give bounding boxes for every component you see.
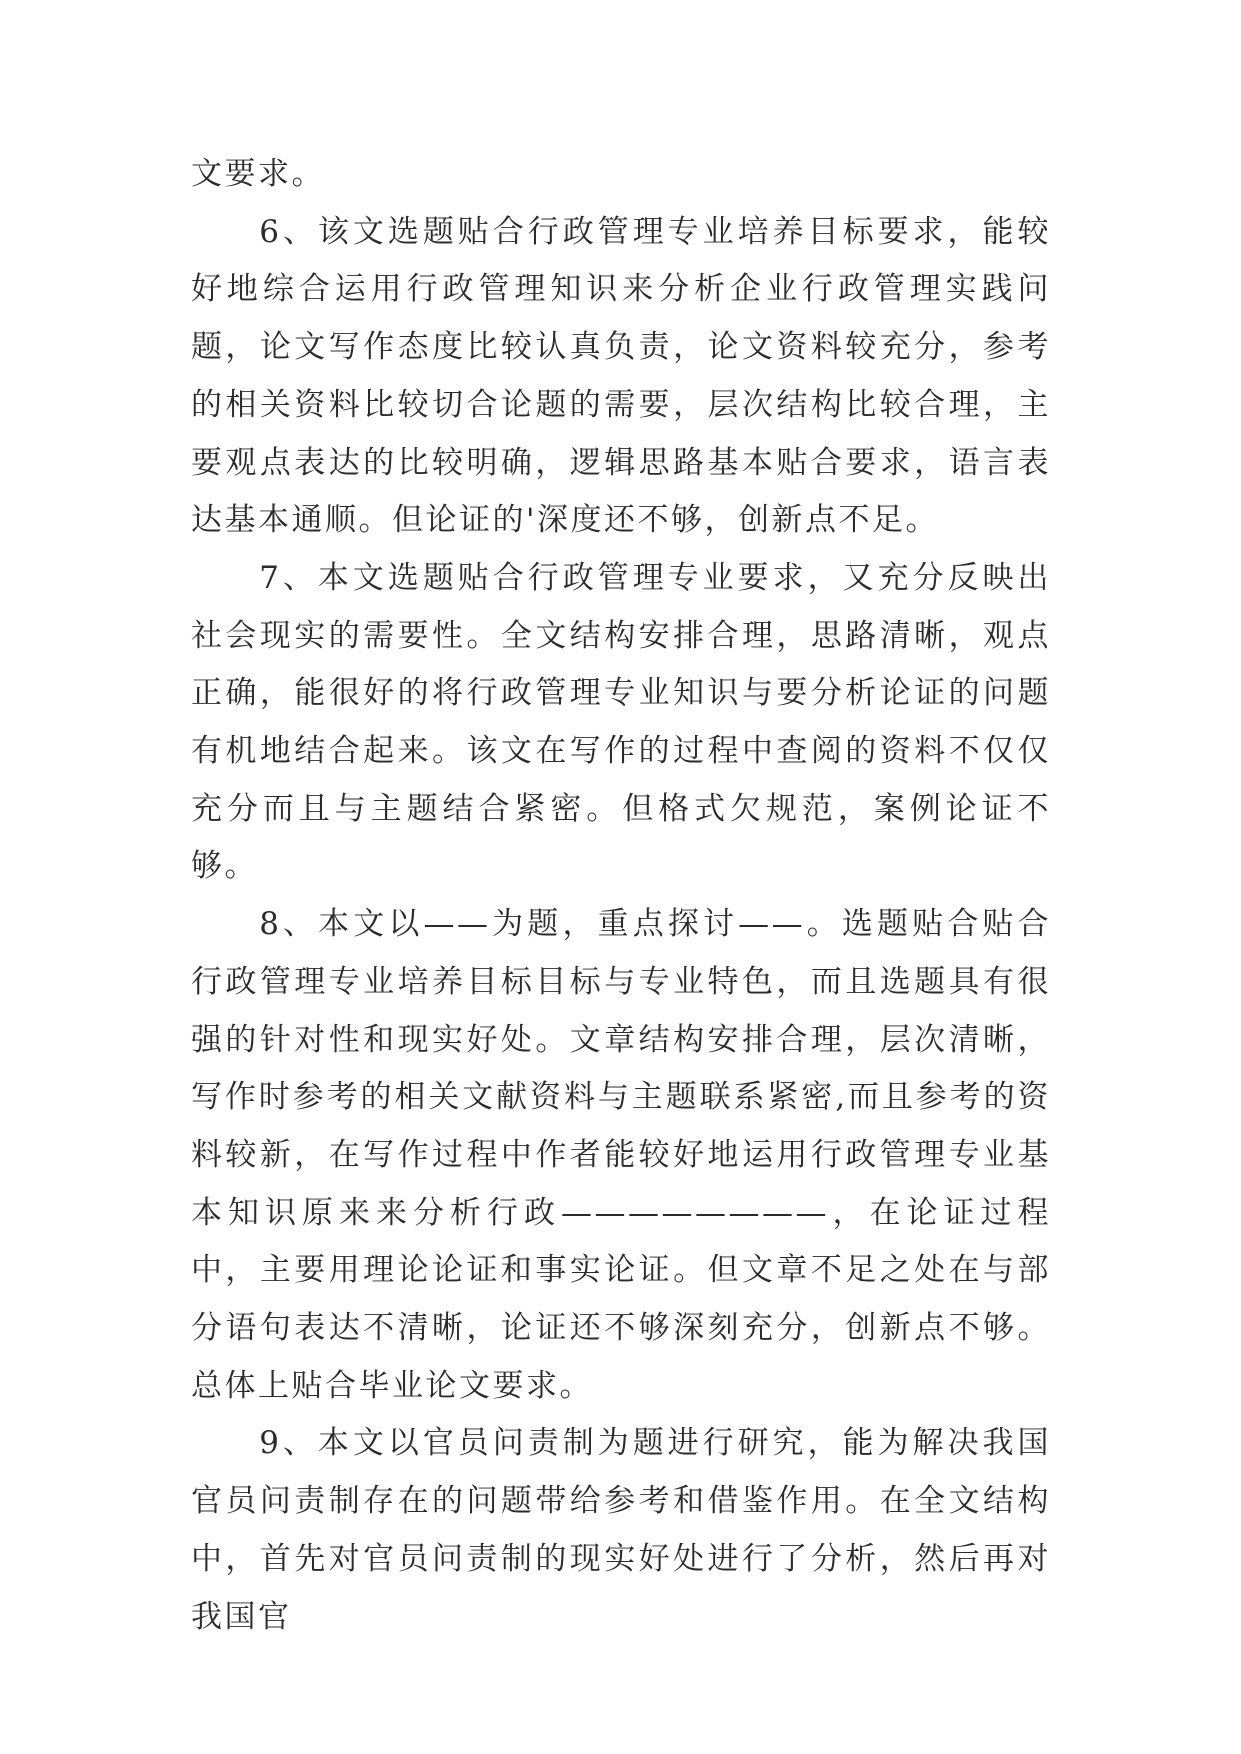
paragraph-item-7: 7、本文选题贴合行政管理专业要求，又充分反映出社会现实的需要性。全文结构安排合理，思路清晰，观点正确，能很好的将行政管理专业知识与要分析论证的问题有机地结合起来。该文在写作的过程中查阅的资料不仅仅充分而且与主题结合紧密。但格式欠规范，案例论证不够。 (191, 559, 1051, 885)
paragraph-continuation: 文要求。 (191, 156, 325, 192)
paragraph-item-9: 9、本文以官员问责制为题进行研究，能为解决我国官员问责制存在的问题带给参考和借鉴作用。在全文结构中，首先对官员问责制的现实好处进行了分析，然后再对我国官 (191, 1425, 1051, 1635)
paragraph-item-8: 8、本文以——为题，重点探讨——。选题贴合贴合行政管理专业培养目标目标与专业特色，而且选题具有很强的针对性和现实好处。文章结构安排合理，层次清晰，写作时参考的相关文献资料与主题联系紧密,而且参考的资料较新，在写作过程中作者能较好地运用行政管理专业基本知识原来来分析行政————————，在论证过程中，主要用理论论证和事实论证。但文章不足之处在与部分语句表达不清晰，论证还不够深刻充分，创新点不够。总体上贴合毕业论文要求。 (191, 906, 1051, 1404)
document-body (191, 146, 1051, 1646)
paragraph-item-6: 6、该文选题贴合行政管理专业培养目标要求，能较好地综合运用行政管理知识来分析企业行政管理实践问题，论文写作态度比较认真负责，论文资料较充分，参考的相关资料比较切合论题的需要，层次结构比较合理，主要观点表达的比较明确，逻辑思路基本贴合要求，语言表达基本通顺。但论证的'深度还不够，创新点不足。 (191, 213, 1051, 539)
